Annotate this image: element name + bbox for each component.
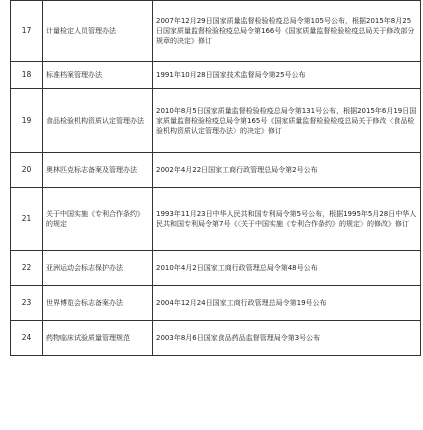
- regulation-name: 计量检定人员管理办法: [43, 1, 153, 62]
- regulation-name: 药物临床试验质量管理规范: [43, 321, 153, 356]
- regulations-table: [10, 0, 421, 356]
- regulation-name: 关于中国实施《专利合作条约》的规定: [43, 188, 153, 251]
- table-row: [11, 321, 421, 356]
- page-margin: [0, 417, 423, 430]
- regulation-source: 2004年12月24日国家工商行政管理总局令第19号公布: [153, 286, 421, 321]
- row-number: 17: [11, 1, 43, 62]
- table-row: [11, 89, 421, 153]
- regulation-source: 2002年4月22日国家工商行政管理总局令第2号公布: [153, 153, 421, 188]
- row-number: 20: [11, 153, 43, 188]
- row-number: 19: [11, 89, 43, 153]
- regulation-source: 2010年8月5日国家质量监督检验检疫总局令第131号公布，根据2015年6月19日国家质量监督检验检疫总局令第165号《国家质量监督检验检疫总局关于修改〈食品检验机构资质认定管理办法〉的决定》修订: [153, 89, 421, 153]
- table-row: [11, 188, 421, 251]
- regulation-name: 标准档案管理办法: [43, 62, 153, 89]
- regulation-name: 世界博览会标志备案办法: [43, 286, 153, 321]
- row-number: 24: [11, 321, 43, 356]
- regulation-source: 1991年10月28日国家技术监督局令第25号公布: [153, 62, 421, 89]
- row-number: 18: [11, 62, 43, 89]
- regulation-name: 奥林匹克标志备案及管理办法: [43, 153, 153, 188]
- row-number: 21: [11, 188, 43, 251]
- regulation-source: 2003年8月6日国家食品药品监督管理局令第3号公布: [153, 321, 421, 356]
- table-row: [11, 153, 421, 188]
- regulation-name: 食品检验机构资质认定管理办法: [43, 89, 153, 153]
- regulation-source: 2007年12月29日国家质量监督检验检疫总局令第105号公布，根据2015年8月25日国家质量监督检验检疫总局令第166号《国家质量监督检验检疫总局关于修改部分规章的决定》修订: [153, 1, 421, 62]
- regulation-source: 1993年11月23日中华人民共和国专利局令第5号公布，根据1995年5月28日中华人民共和国专利局令第7号《〈关于中国实施《专利合作条约》的规定〉的修改》修订: [153, 188, 421, 251]
- table-row: [11, 286, 421, 321]
- table-row: [11, 1, 421, 62]
- table-row: [11, 62, 421, 89]
- table-row: [11, 251, 421, 286]
- regulation-source: 2010年4月2日国家工商行政管理总局令第48号公布: [153, 251, 421, 286]
- regulation-name: 亚洲运动会标志保护办法: [43, 251, 153, 286]
- row-number: 23: [11, 286, 43, 321]
- row-number: 22: [11, 251, 43, 286]
